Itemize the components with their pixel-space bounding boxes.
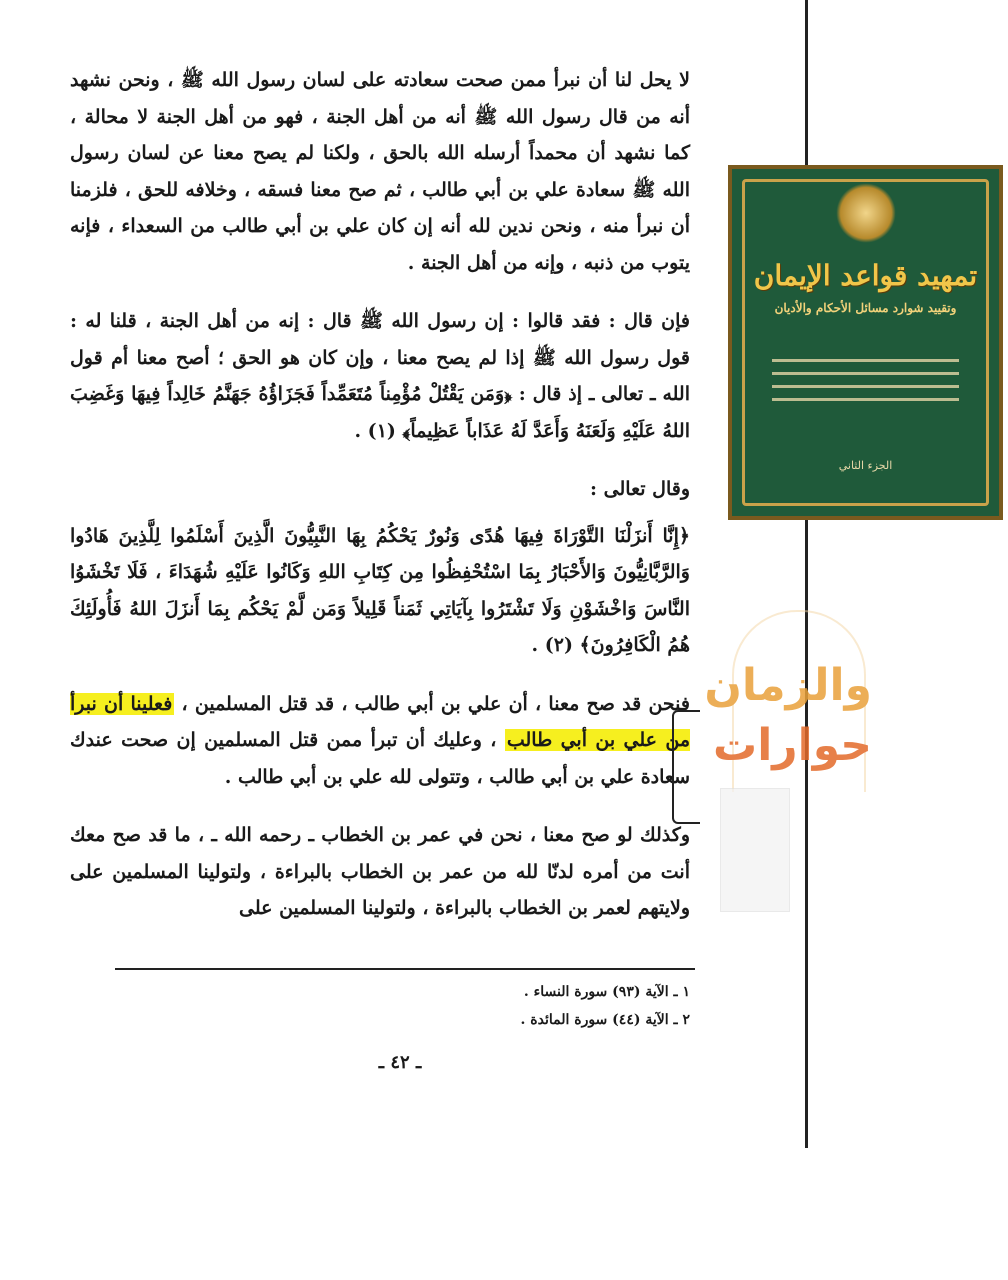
cover-title: تمهيد قواعد الإيمان [753, 259, 978, 292]
quran-verse: ﴿إِنَّا أَنزَلْنَا التَّوْرَاةَ فِيهَا هُدًى وَنُورٌ يَحْكُمُ بِهَا النَّبِيُّونَ الَّذِينَ أَسْلَمُوا لِلَّذِينَ هَادُوا وَالرَّبَّانِيُّونَ وَالأَحْبَارُ بِمَا اسْتُحْفِظُوا مِن كِتَابِ اللهِ وَكَانُوا عَلَيْهِ شُهَدَاءَ ، فَلَا تَخْشَوُا النَّاسَ وَاخْشَوْنِ وَلَا تَشْتَرُوا بِآيَاتِي ثَمَناً قَلِيلاً وَمَن لَّمْ يَحْكُم بِمَا أَنزَلَ اللهُ فَأُولَئِكَ هُمُ الْكَافِرُونَ﴾ (٢) . [70, 524, 690, 656]
footnote-divider [115, 968, 695, 970]
paragraph-gap [70, 449, 690, 471]
paragraph-2: فإن قال : فقد قالوا : إن رسول الله ﷺ قال : إنه من أهل الجنة ، قلنا له : قول رسول الله ﷺ إذا لم يصح معنا ، وإن كان هو الحق ؛ أصح معنا أم قول الله ـ تعالى ـ إذ قال : ﴿وَمَن يَقْتُلْ مُؤْمِناً مُتَعَمِّداً فَجَزَاؤُهُ جَهَنَّمُ خَالِداً فِيهَا وَغَضِبَ اللهُ عَلَيْهِ وَلَعَنَهُ وَأَعَدَّ لَهُ عَذَاباً عَظِيماً﴾ (١) . [70, 310, 690, 442]
cover-ornament-icon [836, 183, 896, 243]
paragraph-gap [70, 795, 690, 817]
cover-subtitle: وتقييد شوارد مسائل الأحكام والأديان [774, 301, 957, 315]
paragraph-gap [70, 664, 690, 686]
margin-bracket-mark [672, 710, 700, 824]
watermark-text-1: والزمان [704, 660, 872, 711]
book-cover-image [728, 165, 1003, 520]
paragraph-3: وقال تعالى : [590, 478, 690, 500]
paragraph-last: وكذلك لو صح معنا ، نحن في عمر بن الخطاب ـ رحمه الله ـ ، ما قد صح معك أنت من أمره لدنّا لله من عمر بن الخطاب بالبراءة ، ولتولينا المسلمين على ولايتهم لعمر بن الخطاب بالبراءة ، ولتولينا المسلمين على [70, 824, 690, 919]
paragraph-gap [70, 281, 690, 303]
footnote-1: ١ ـ الآية (٩٣) سورة النساء . [523, 984, 690, 1000]
footnote-2: ٢ ـ الآية (٤٤) سورة المائدة . [520, 1012, 690, 1028]
watermark-text-2: حوارات [712, 720, 872, 771]
footnotes [380, 978, 690, 1034]
cover-author-lines [772, 349, 959, 411]
watermark-logo [704, 610, 872, 800]
paragraph-gap [70, 508, 690, 518]
highlighted-paragraph-end: ، وعليك أن تبرأ ممن قتل المسلمين إن صحت عندك سعادة علي بن أبي طالب ، وتتولى لله علي بن أبي طالب . [70, 729, 690, 788]
page-body [70, 62, 690, 927]
paragraph-1: لا يحل لنا أن نبرأ ممن صحت سعادته على لسان رسول الله ﷺ ، ونحن نشهد أنه من قال رسول الله ﷺ أنه من أهل الجنة ، فهو من أهل الجنة لا محالة ، كما نشهد أن محمداً أرسله الله بالحق ، ولكنا لم يصح معنا عن لسان رسول الله ﷺ سعادة علي بن أبي طالب ، ثم صح معنا فسقه ، وخلافه للحق ، فلزمنا أن نبرأ منه ، ونحن ندين لله أنه إن كان علي بن أبي طالب من السعداء ، فإنه يتوب من ذنبه ، وإنه من أهل الجنة . [70, 69, 690, 274]
highlighted-paragraph [70, 686, 690, 796]
highlighted-text: فعلينا أن نبرأ من علي بن أبي طالب [70, 692, 690, 751]
highlighted-paragraph-start: فنحن قد صح معنا ، أن علي بن أبي طالب ، قد قتل المسلمين ، [181, 692, 690, 715]
faded-book-image [720, 788, 790, 912]
page-number: ـ ٤٢ ـ [378, 1052, 422, 1073]
cover-volume: الجزء الثاني [838, 459, 893, 472]
